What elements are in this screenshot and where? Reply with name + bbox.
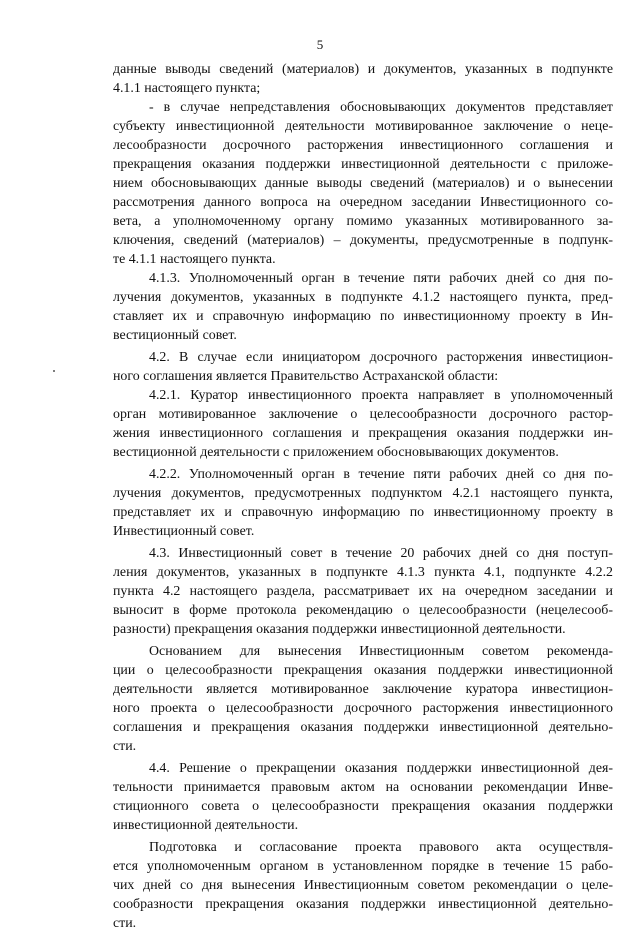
text-line: разности) прекращения оказания поддержки инвестиционной деятельности.: [113, 622, 566, 637]
text-line: ключения, сведений (материалов) – документы, предусмотренные в подпунк-: [113, 233, 613, 248]
text-line: чих дней со дня вынесения Инвестиционным советом рекомендации о целе-: [113, 878, 613, 893]
text-line: инвестиционной деятельности.: [113, 818, 299, 833]
text-line: сти.: [113, 739, 137, 754]
text-line: орган мотивированное заключение о целесообразности досрочного растор-: [113, 407, 613, 422]
paragraph-4-1-3: [113, 269, 613, 345]
text-line: 4.1.3. Уполномоченный орган в течение пяти рабочих дней со дня по-: [149, 271, 613, 286]
text-line: субъекту инвестиционной деятельности мотивированное заключение о неце-: [113, 119, 613, 134]
text-line: вета, а уполномоченному органу помимо указанных мотивированного за-: [113, 214, 613, 229]
paragraph-continuation: [113, 60, 613, 98]
text-line: 4.1.1 настоящего пункта;: [113, 81, 261, 96]
paragraph-dash-item: [113, 98, 613, 269]
text-line: Инвестиционный совет.: [113, 524, 255, 539]
text-line: стиционного совета о целесообразности прекращения оказания поддержки: [113, 799, 613, 814]
page-number: 5: [316, 37, 324, 52]
text-line: 4.2.1. Куратор инвестиционного проекта направляет в уполномоченный: [149, 388, 613, 403]
text-line: жения инвестиционного соглашения и прекращения оказания поддержки ин-: [113, 426, 613, 441]
paragraph-preparation: [113, 838, 613, 933]
text-line: деятельности является мотивированное заключение куратора инвестицион-: [113, 682, 613, 697]
text-line: тельности принимается правовым актом на основании рекомендации Инве-: [113, 780, 613, 795]
text-line: лучения документов, предусмотренных подпунктом 4.2.1 настоящего пункта,: [113, 486, 613, 501]
text-line: соглашения и прекращения оказания поддержки инвестиционной деятельно-: [113, 720, 613, 735]
text-line: - в случае непредставления обосновывающих документов представляет: [149, 100, 613, 115]
text-line: ного соглашения является Правительство Астраханской области:: [113, 369, 499, 384]
paragraph-4-2: [113, 348, 613, 386]
paragraph-basis: [113, 642, 613, 756]
text-line: данные выводы сведений (материалов) и документов, указанных в подпункте: [113, 62, 613, 77]
text-line: ется уполномоченным органом в установленном порядке в течение 15 рабо-: [113, 859, 613, 874]
document-body: [113, 60, 613, 933]
text-line: пункта 4.2 настоящего раздела, рассматривает их на очередном заседании и: [113, 584, 613, 599]
paragraph-4-2-1: [113, 386, 613, 462]
text-line: лесообразности досрочного расторжения инвестиционного соглашения и: [113, 138, 613, 153]
text-line: ставляет их и справочную информацию по инвестиционному проекту в Ин-: [113, 309, 613, 324]
scan-speck: [53, 370, 55, 372]
paragraph-4-3: [113, 544, 613, 639]
text-line: ции о целесообразности прекращения оказания поддержки инвестиционной: [113, 663, 613, 678]
text-line: ного проекта о целесообразности досрочного расторжения инвестиционного: [113, 701, 613, 716]
text-line: 4.4. Решение о прекращении оказания поддержки инвестиционной дея-: [149, 761, 613, 776]
text-line: вестиционной деятельности с приложением обосновывающих документов.: [113, 445, 559, 460]
paragraph-4-4: [113, 759, 613, 835]
text-line: сти.: [113, 916, 137, 931]
text-line: ления документов, указанных в подпункте 4.1.3 пункта 4.1, подпункте 4.2.2: [113, 565, 613, 580]
text-line: 4.3. Инвестиционный совет в течение 20 рабочих дней со дня поступ-: [149, 546, 613, 561]
paragraph-4-2-2: [113, 465, 613, 541]
text-line: 4.2. В случае если инициатором досрочного расторжения инвестицион-: [149, 350, 613, 365]
text-line: вестиционный совет.: [113, 328, 237, 343]
text-line: нием обосновывающих данные выводы сведений (материалов) и о вынесении: [113, 176, 613, 191]
text-line: Подготовка и согласование проекта правового акта осуществля-: [149, 840, 613, 855]
text-line: лучения документов, указанных в подпункте 4.1.2 настоящего пункта, пред-: [113, 290, 613, 305]
text-line: Основанием для вынесения Инвестиционным советом рекоменда-: [149, 644, 613, 659]
text-line: 4.2.2. Уполномоченный орган в течение пяти рабочих дней со дня по-: [149, 467, 613, 482]
text-line: те 4.1.1 настоящего пункта.: [113, 252, 276, 267]
text-line: рассмотрения данного вопроса на очередном заседании Инвестиционного со-: [113, 195, 613, 210]
text-line: сообразности прекращения оказания поддержки инвестиционной деятельно-: [113, 897, 613, 912]
text-line: выносит в форме протокола рекомендацию о целесообразности (нецелесооб-: [113, 603, 613, 618]
text-line: прекращения оказания поддержки инвестиционной деятельности с приложе-: [113, 157, 613, 172]
text-line: представляет их и справочную информацию по инвестиционному проекту в: [113, 505, 613, 520]
